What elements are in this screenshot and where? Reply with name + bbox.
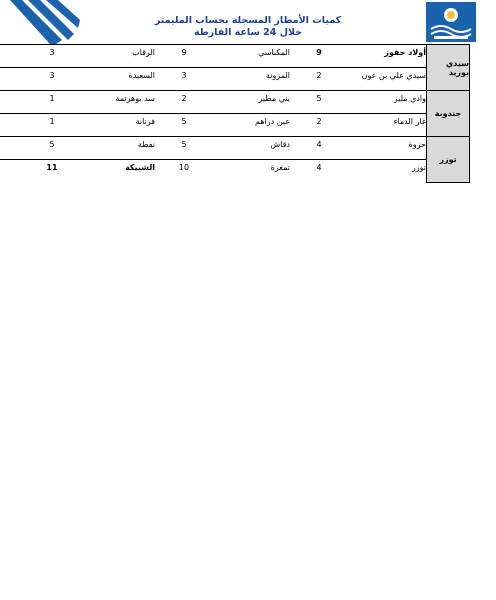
rain-value: 5 <box>316 94 322 103</box>
station-name: فرنانة <box>135 117 155 126</box>
station-name: الرقاب <box>132 48 155 57</box>
rain-value: 1 <box>49 117 55 126</box>
station-name: غار الدماء <box>393 117 426 126</box>
rain-value: 2 <box>316 71 322 80</box>
rain-value: 2 <box>316 117 322 126</box>
station-name: عين دراهم <box>254 117 290 126</box>
rain-value: 4 <box>316 163 322 172</box>
rain-value: 5 <box>181 117 187 126</box>
rain-value: 11 <box>46 163 58 172</box>
governorate-cell: جندوبة <box>426 90 470 137</box>
station-name: دقاش <box>270 140 290 149</box>
station-name: أولاد حفوز <box>384 48 426 57</box>
rain-value: 2 <box>181 94 187 103</box>
station-name: سد بوهرتمة <box>115 94 155 103</box>
station-name: نفطة <box>137 140 155 149</box>
rain-value: 3 <box>49 48 55 57</box>
rain-value: 5 <box>181 140 187 149</box>
station-name: المزونة <box>265 71 290 80</box>
station-name: سيدي علي بن عون <box>361 71 426 80</box>
station-name: تمغزة <box>270 163 290 172</box>
governorate-cell: توزر <box>426 136 470 183</box>
report-title: كميات الأمطار المسجلة بحساب المليمتر <box>154 15 342 26</box>
rain-value: 9 <box>181 48 187 57</box>
table-row <box>0 67 426 91</box>
station-name: بني مطير <box>258 94 290 103</box>
table-row <box>0 113 426 137</box>
table-row <box>0 44 426 68</box>
station-name: الشبيكة <box>125 163 155 172</box>
rain-value: 1 <box>49 94 55 103</box>
station-name: توزر <box>411 163 426 172</box>
rain-value: 4 <box>316 140 322 149</box>
station-name: حزوة <box>408 140 426 149</box>
rain-value: 3 <box>181 71 187 80</box>
station-name: المكناسي <box>258 48 290 57</box>
report-subtitle: خلال 24 ساعة الفارطة <box>193 27 303 38</box>
station-name: وادي مليز <box>393 94 426 103</box>
rain-value: 9 <box>316 48 322 57</box>
rain-value: 5 <box>49 140 55 149</box>
rainfall-table <box>0 44 470 184</box>
rain-value: 10 <box>178 163 190 172</box>
governorate-cell: سيدي بوزيد <box>426 44 470 91</box>
station-name: السعيدة <box>128 71 155 80</box>
table-row <box>0 159 426 182</box>
table-row <box>0 136 426 160</box>
table-row <box>0 90 426 114</box>
rain-value: 3 <box>49 71 55 80</box>
